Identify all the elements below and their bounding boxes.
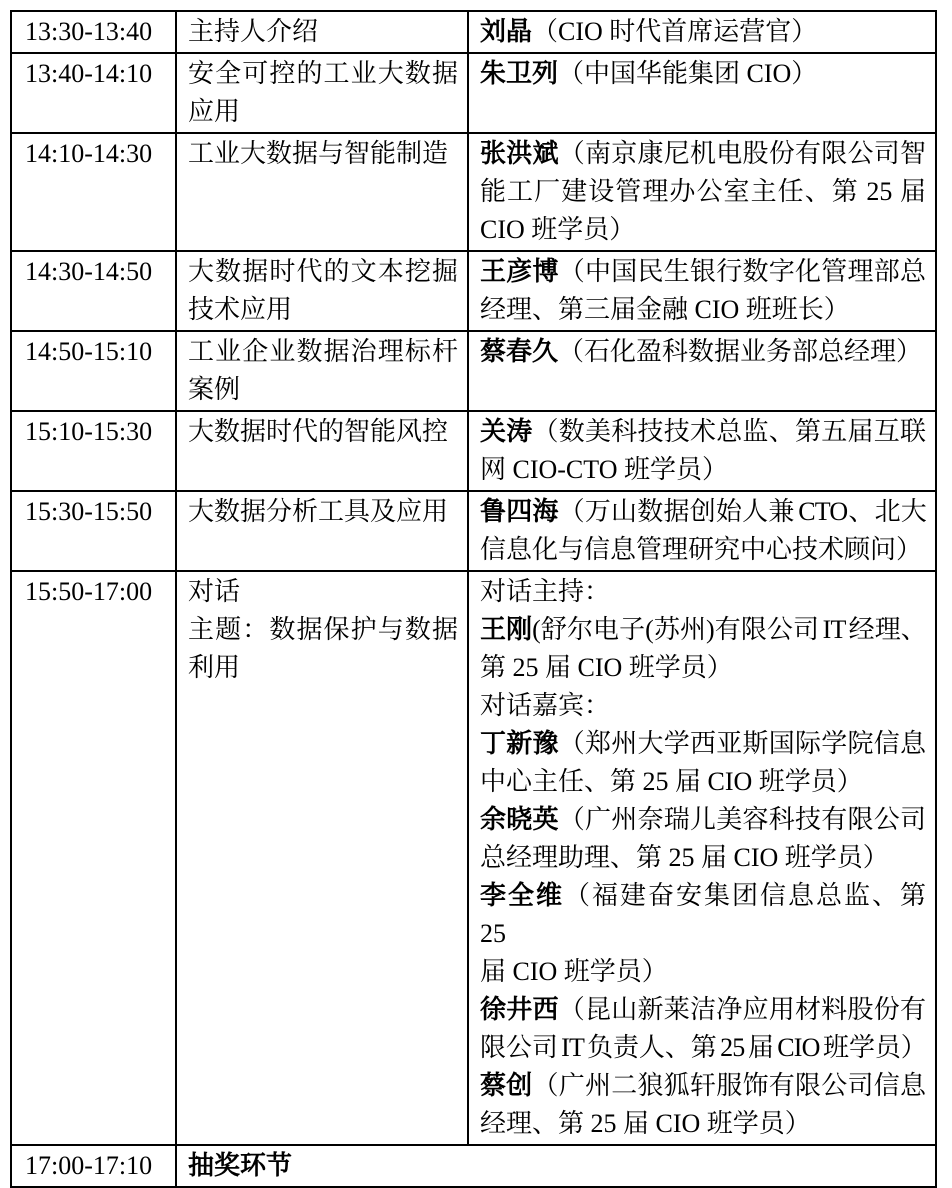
time-cell <box>11 331 176 411</box>
time-cell <box>11 251 176 331</box>
speaker-cell <box>468 491 936 571</box>
time-cell <box>11 133 176 251</box>
time-cell <box>11 491 176 571</box>
speaker-cell <box>468 331 936 411</box>
topic-line-text: 工业大数据与智能制造 <box>188 139 449 168</box>
speaker-cell <box>468 571 936 1145</box>
speaker-line <box>480 531 926 569</box>
speaker-name: 朱卫列 <box>480 59 559 88</box>
speaker-line <box>480 839 926 877</box>
speaker-line <box>480 953 926 991</box>
speaker-name: 蔡创 <box>480 1071 533 1100</box>
speaker-line-text: CIO 班学员） <box>480 215 636 244</box>
speaker-line-text: （广州二狼狐轩服饰有限公司信息 <box>532 1071 926 1100</box>
speaker-line <box>480 451 926 489</box>
speaker-name: 关涛 <box>480 417 533 446</box>
topic-line-text: 应用 <box>188 97 241 126</box>
speaker-line <box>480 801 926 839</box>
topic-line-text: 安全可控的工业大数据 <box>188 59 458 88</box>
speaker-line-text: 对话主持： <box>480 577 611 606</box>
speaker-line-text: （CIO 时代首席运营官） <box>532 17 818 46</box>
topic-line <box>188 55 458 93</box>
topic-line-text: 大数据时代的智能风控 <box>188 417 449 446</box>
speaker-line-text: 中心主任、第 25 届 CIO 班学员） <box>480 767 863 796</box>
speaker-line-text: 信息化与信息管理研究中心技术顾问） <box>480 535 923 564</box>
speaker-line <box>480 135 926 173</box>
time-cell <box>11 1145 176 1187</box>
speaker-name: 鲁四海 <box>480 497 559 526</box>
speaker-line <box>480 413 926 451</box>
speaker-name: 余晓英 <box>480 805 559 834</box>
speaker-line <box>480 1029 926 1067</box>
speaker-line <box>480 611 926 649</box>
speaker-line <box>480 291 926 329</box>
topic-line <box>188 573 458 611</box>
topic-cell <box>176 411 468 491</box>
table-row <box>11 53 936 133</box>
speaker-line-text: （万山数据创始人兼 CTO、北大 <box>558 497 926 526</box>
topic-line <box>188 611 458 649</box>
topic-cell <box>176 491 468 571</box>
speaker-line-text: （广州奈瑞儿美容科技有限公司 <box>558 805 926 834</box>
table-row <box>11 133 936 251</box>
speaker-line-text: 总经理助理、第 25 届 CIO 班学员） <box>480 843 889 872</box>
topic-line-text: 主题：数据保护与数据 <box>188 615 458 644</box>
speaker-line-text: 能工厂建设管理办公室主任、第 25 届 <box>480 177 926 206</box>
speaker-line-text: （中国民生银行数字化管理部总 <box>558 257 926 286</box>
table-row <box>11 11 936 53</box>
speaker-line-text: 经理、第三届金融 CIO 班班长） <box>480 295 850 324</box>
topic-line <box>188 649 458 687</box>
speaker-line <box>480 687 926 725</box>
topic-line <box>188 93 458 131</box>
speaker-line <box>480 1105 926 1143</box>
speaker-line <box>480 333 926 371</box>
speaker-line-text: 届 CIO 班学员） <box>480 957 668 986</box>
speaker-line <box>480 763 926 801</box>
speaker-name: 丁新豫 <box>480 729 559 758</box>
time-range: 15:10-15:30 <box>25 417 153 446</box>
prize-label: 抽奖环节 <box>188 1151 293 1180</box>
speaker-name: 刘晶 <box>480 17 533 46</box>
speaker-line <box>480 1067 926 1105</box>
topic-line <box>188 135 458 173</box>
speaker-line-text: 限公司 IT 负责人、第 25 届 CIO 班学员） <box>480 1033 926 1062</box>
time-cell <box>11 571 176 1145</box>
topic-cell <box>176 571 468 1145</box>
agenda-table-body <box>11 11 936 1187</box>
time-cell <box>11 53 176 133</box>
speaker-line <box>480 725 926 763</box>
speaker-line-text: 第 25 届 CIO 班学员） <box>480 653 733 682</box>
topic-line <box>188 413 458 451</box>
topic-line-text: 技术应用 <box>188 295 293 324</box>
topic-cell <box>176 251 468 331</box>
speaker-line-text: （南京康尼机电股份有限公司智 <box>558 139 926 168</box>
speaker-line <box>480 13 926 51</box>
topic-line-text: 工业企业数据治理标杆 <box>188 337 458 366</box>
time-range: 17:00-17:10 <box>25 1151 153 1180</box>
table-row <box>11 1145 936 1187</box>
topic-cell <box>176 53 468 133</box>
time-range: 13:30-13:40 <box>25 17 153 46</box>
speaker-line-text: 网 CIO-CTO 班学员） <box>480 455 728 484</box>
time-cell <box>11 411 176 491</box>
speaker-line <box>480 877 926 953</box>
speaker-cell <box>468 251 936 331</box>
topic-line-text: 案例 <box>188 375 241 404</box>
speaker-line-text: 对话嘉宾： <box>480 691 611 720</box>
speaker-line <box>480 991 926 1029</box>
table-row <box>11 491 936 571</box>
topic-line <box>188 493 458 531</box>
topic-line <box>188 333 458 371</box>
table-row <box>11 251 936 331</box>
speaker-line-text: （昆山新莱洁净应用材料股份有 <box>558 995 926 1024</box>
time-range: 13:40-14:10 <box>25 59 153 88</box>
speaker-line-text: （石化盈科数据业务部总经理） <box>558 337 923 366</box>
speaker-line-text: （郑州大学西亚斯国际学院信息 <box>558 729 926 758</box>
prize-cell <box>176 1145 936 1187</box>
speaker-name: 王彦博 <box>480 257 559 286</box>
speaker-name: 蔡春久 <box>480 337 559 366</box>
time-range: 14:50-15:10 <box>25 337 153 366</box>
time-range: 15:30-15:50 <box>25 497 153 526</box>
speaker-line <box>480 493 926 531</box>
agenda-table <box>10 10 937 1188</box>
speaker-cell <box>468 11 936 53</box>
table-row <box>11 411 936 491</box>
topic-line <box>188 371 458 409</box>
topic-cell <box>176 11 468 53</box>
speaker-line-text: (舒尔电子(苏州)有限公司 IT 经理、 <box>532 615 927 644</box>
table-row <box>11 571 936 1145</box>
time-range: 14:30-14:50 <box>25 257 153 286</box>
topic-line-text: 大数据时代的文本挖掘 <box>188 257 458 286</box>
speaker-line-text: 经理、第 25 届 CIO 班学员） <box>480 1109 811 1138</box>
speaker-name: 李全维 <box>480 881 564 910</box>
time-range: 15:50-17:00 <box>25 577 153 606</box>
topic-line-text: 利用 <box>188 653 241 682</box>
speaker-line <box>480 573 926 611</box>
topic-line <box>188 291 458 329</box>
speaker-cell <box>468 53 936 133</box>
speaker-line-text: （福建奋安集团信息总监、第 25 <box>480 881 926 948</box>
table-row <box>11 331 936 411</box>
topic-line-text: 对话 <box>188 577 241 606</box>
topic-line-text: 主持人介绍 <box>188 17 319 46</box>
speaker-line <box>480 211 926 249</box>
speaker-name: 王刚 <box>480 615 533 644</box>
topic-line <box>188 13 458 51</box>
speaker-line-text: （数美科技技术总监、第五届互联 <box>532 417 926 446</box>
speaker-name: 徐井西 <box>480 995 559 1024</box>
topic-line-text: 大数据分析工具及应用 <box>188 497 449 526</box>
speaker-cell <box>468 133 936 251</box>
speaker-cell <box>468 411 936 491</box>
topic-cell <box>176 331 468 411</box>
time-cell <box>11 11 176 53</box>
speaker-line <box>480 173 926 211</box>
speaker-line <box>480 253 926 291</box>
speaker-name: 张洪斌 <box>480 139 559 168</box>
topic-line <box>188 253 458 291</box>
time-range: 14:10-14:30 <box>25 139 153 168</box>
speaker-line <box>480 55 926 93</box>
speaker-line <box>480 649 926 687</box>
topic-cell <box>176 133 468 251</box>
speaker-line-text: （中国华能集团 CIO） <box>558 59 818 88</box>
